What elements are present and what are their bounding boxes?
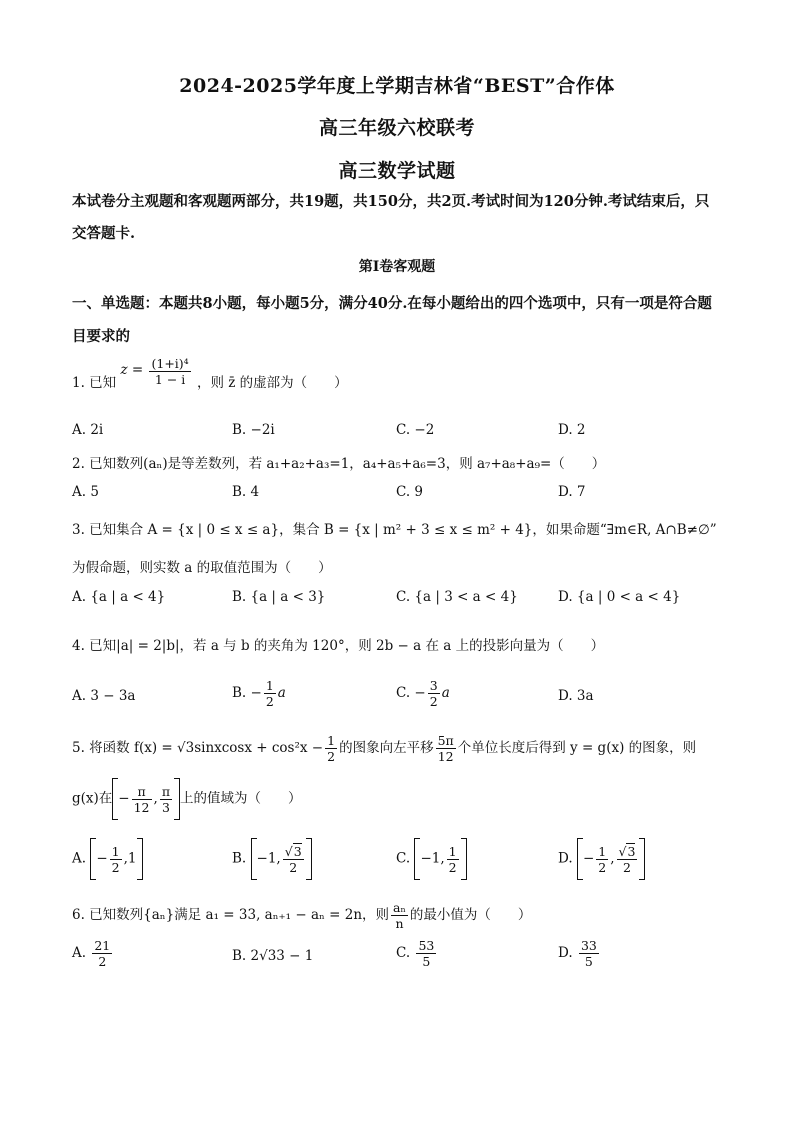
q6-a-num: 21 xyxy=(94,938,111,953)
q6-option-a[interactable] xyxy=(72,938,114,969)
q6-suffix: 的最小值为（ ） xyxy=(409,907,532,923)
q5-ib-den: 3 xyxy=(161,799,170,815)
q6-c-num: 53 xyxy=(418,938,435,953)
q5-ia-num: π xyxy=(132,784,152,800)
q5-d-label: D. xyxy=(558,850,573,867)
q5-d-frac2: $\frac{√3}{2}$ xyxy=(618,843,636,875)
bracket xyxy=(639,838,645,880)
q1-option-a[interactable]: A. 2i xyxy=(72,422,104,438)
q6-a-den: 2 xyxy=(98,954,107,969)
q6-b-label: B. xyxy=(232,948,247,964)
q5-frac1-num: 1 xyxy=(327,733,336,748)
q3-option-d[interactable]: D. {a | 0 < a < 4} xyxy=(558,589,681,605)
q5-interval-b xyxy=(160,784,172,815)
question-5-stem-line2: g(x)在 − $\frac{\pi}{12}$ , $\frac{\pi}{3}$ 上的值域为（ ） xyxy=(72,778,302,820)
question-6-stem xyxy=(72,900,531,931)
q5-frac2-den: 12 xyxy=(437,749,454,764)
q3-option-b[interactable]: B. {a | a < 3} xyxy=(232,589,326,605)
question-5-stem-line1 xyxy=(72,733,696,764)
q6-frac-den: n xyxy=(395,916,404,931)
exam-title-line2: 高三年级六校联考 xyxy=(318,117,475,139)
q5-line2-prefix: g(x)在 xyxy=(72,790,113,807)
bracket xyxy=(137,838,143,880)
q5-frac2-num: 5π xyxy=(437,733,454,748)
q6-c-den: 5 xyxy=(422,954,431,969)
q5-option-b[interactable]: B. −1, $\frac{√3}{2}$ xyxy=(232,838,312,880)
q5-ia-den: 12 xyxy=(133,799,150,815)
q4-c-den: 2 xyxy=(429,694,438,709)
part-title: 一、单选题：本题共8小题，每小题5分，满分40分.在每小题给出的四个选项中，只有一项是符合题目要求的 xyxy=(72,295,712,345)
question-4-stem: 4. 已知|a| = 2|b|，若 a 与 b 的夹角为 120°，则 2b − a 在 a 上的投影向量为（ ） xyxy=(72,638,605,654)
q5-b-label: B. xyxy=(232,850,247,867)
q6-d-num: 33 xyxy=(580,938,597,953)
q5-d-frac1: $\frac{1}{2}$ xyxy=(598,843,607,875)
q5-b-frac: $\frac{√3}{2}$ xyxy=(284,843,302,875)
q2-option-c[interactable]: C. 9 xyxy=(396,484,424,500)
q6-d-label: D. xyxy=(558,945,573,961)
q4-option-d[interactable]: D. 3a xyxy=(558,688,594,704)
q5-ib-num: π xyxy=(161,783,171,799)
q5-a-frac: $\frac{1}{2}$ xyxy=(111,843,120,875)
q5-frac1-den: 2 xyxy=(327,749,336,764)
exam-title-line3: 高三数学试题 xyxy=(338,160,456,182)
q2-option-a[interactable]: A. 5 xyxy=(72,484,99,500)
question-3-stem-line2: 为假命题，则实数 a 的取值范围为（ ） xyxy=(72,560,332,576)
q6-d-frac xyxy=(579,938,599,969)
q5-a-label: A. xyxy=(72,850,87,867)
q5-frac1 xyxy=(325,733,337,764)
q6-b-value: 2√33 − 1 xyxy=(250,948,314,964)
q1-option-b[interactable]: B. −2i xyxy=(232,422,275,438)
q5-suffix: 个单位长度后得到 y = g(x) 的图象，则 xyxy=(457,740,697,756)
q2-option-b[interactable]: B. 4 xyxy=(232,484,260,500)
q6-c-label: C. xyxy=(396,945,411,961)
q5-c-frac: $\frac{1}{2}$ xyxy=(448,843,457,875)
q4-option-a[interactable]: A. 3 − 3a xyxy=(72,688,136,704)
q6-frac xyxy=(391,900,408,931)
q2-option-d[interactable]: D. 7 xyxy=(558,484,586,500)
q6-frac-num: aₙ xyxy=(393,900,406,915)
q1-option-d[interactable]: D. 2 xyxy=(558,422,586,438)
q4-option-c[interactable] xyxy=(396,678,450,709)
q5-option-d[interactable]: D. − $\frac{1}{2}$ , $\frac{√3}{2}$ xyxy=(558,838,645,880)
q5-prefix: 5. 将函数 f(x) = √3sinxcosx + cos²x − xyxy=(72,740,324,756)
q3-option-a[interactable]: A. {a | a < 4} xyxy=(72,589,166,605)
q3-option-c[interactable]: C. {a | 3 < a < 4} xyxy=(396,589,518,605)
bracket xyxy=(251,838,257,880)
question-1-stem xyxy=(72,356,348,399)
q6-option-c[interactable] xyxy=(396,938,438,969)
q5-line2-suffix: 上的值域为（ ） xyxy=(180,790,302,807)
q4-option-b[interactable] xyxy=(232,678,286,709)
q6-d-den: 5 xyxy=(584,954,593,969)
section-title: 第I卷客观题 xyxy=(358,259,436,275)
q4-b-num: 1 xyxy=(265,678,274,693)
q1-fraction xyxy=(149,356,190,387)
q5-option-c[interactable]: C. −1, $\frac{1}{2}$ xyxy=(396,838,467,880)
q6-a-label: A. xyxy=(72,945,87,961)
exam-instructions: 本试卷分主观题和客观题两部分，共19题，共150分，共2页.考试时间为120分钟.考试结束后，只交答题卡. xyxy=(72,193,710,242)
q4-option-c-fraction xyxy=(428,678,440,709)
q4-c-num: 3 xyxy=(429,678,438,693)
q6-prefix: 6. 已知数列{aₙ}满足 a₁ = 33, aₙ₊₁ − aₙ = 2n，则 xyxy=(72,907,390,923)
q4-b-den: 2 xyxy=(265,694,274,709)
q5-c-label: C. xyxy=(396,850,411,867)
q4-option-b-label: B. − xyxy=(232,685,262,701)
q6-a-frac xyxy=(92,938,112,969)
bracket xyxy=(577,838,583,880)
bracket xyxy=(306,838,312,880)
q5-mid: 的图象向左平移 xyxy=(339,740,434,756)
q5-interval-a xyxy=(132,784,152,815)
bracket xyxy=(90,838,96,880)
bracket xyxy=(461,838,467,880)
q5-frac2 xyxy=(436,733,456,764)
question-3-stem-line1: 3. 已知集合 A = {x | 0 ≤ x ≤ a}，集合 B = {x | m² + 3 ≤ x ≤ m² + 4}，如果命题“∃m∈R, A∩B≠∅” xyxy=(72,522,717,538)
q1-lhs: z = xyxy=(120,362,144,378)
q1-numerator: (1+i)⁴ xyxy=(151,356,189,371)
q4-option-b-fraction xyxy=(264,678,276,709)
question-2-stem: 2. 已知数列(aₙ)是等差数列，若 a₁+a₂+a₃=1，a₄+a₅+a₆=3，则 a₇+a₈+a₉=（ ） xyxy=(72,456,606,472)
q1-option-c[interactable]: C. −2 xyxy=(396,422,435,438)
bracket xyxy=(414,838,420,880)
q6-option-d[interactable] xyxy=(558,938,601,969)
q1-prefix: 1. 已知 xyxy=(72,375,117,391)
q4-c-tail: a xyxy=(441,685,450,701)
q6-c-frac xyxy=(416,938,436,969)
q1-suffix: ，则 z̄ 的虚部为（ ） xyxy=(196,375,348,391)
q1-denominator: 1 − i xyxy=(154,372,186,387)
exam-title-line1: 2024-2025学年度上学期吉林省“BEST”合作体 xyxy=(179,75,615,97)
q4-b-tail: a xyxy=(277,685,286,701)
q6-option-b[interactable] xyxy=(232,948,313,964)
q5-option-a[interactable]: A. − $\frac{1}{2}$ ,1 xyxy=(72,838,143,880)
q4-option-c-label: C. − xyxy=(396,685,426,701)
